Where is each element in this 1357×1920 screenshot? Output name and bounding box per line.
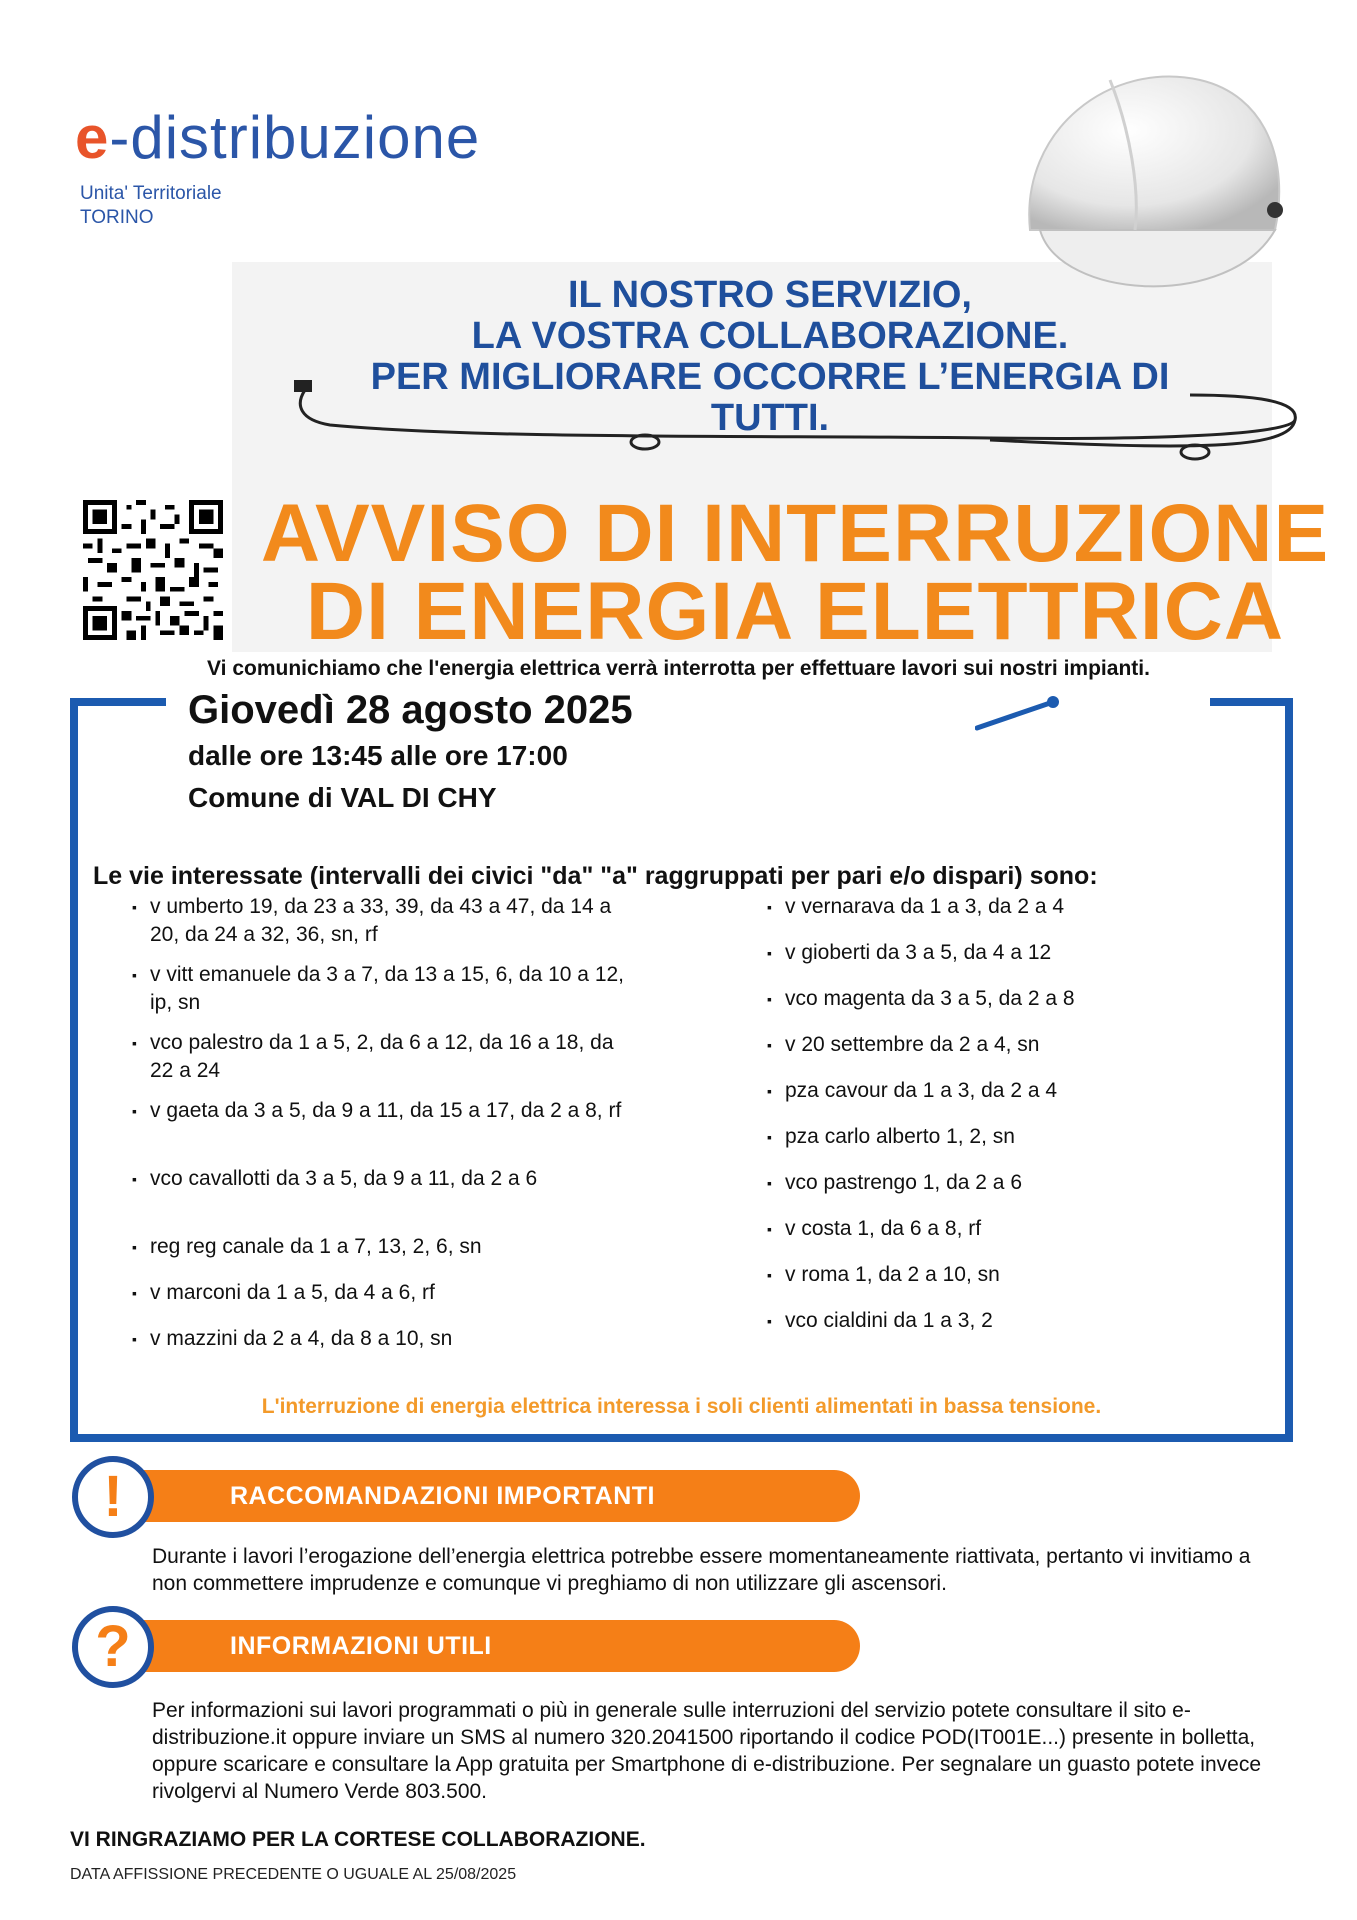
title-line-2: DI ENERGIA ELETTRICA bbox=[305, 566, 1285, 657]
slogan-line-2: LA VOSTRA COLLABORAZIONE. bbox=[471, 315, 1069, 357]
street-item: ▪ v roma 1, da 2 a 10, sn bbox=[785, 1261, 1265, 1289]
street-item: ▪ v vernarava da 1 a 3, da 2 a 4 bbox=[785, 893, 1265, 921]
power-cable-drawing bbox=[290, 380, 1310, 470]
street-item: ▪ v mazzini da 2 a 4, da 8 a 10, sn bbox=[150, 1325, 630, 1353]
intro-text: Vi comunichiamo che l'energia elettrica verrà interrotta per effettuare lavori sui nostri impianti. bbox=[207, 657, 1150, 680]
notice-title bbox=[240, 488, 1350, 657]
pen-stroke-decoration bbox=[975, 694, 1075, 734]
posting-date: DATA AFFISSIONE PRECEDENTE O UGUALE AL 25/08/2025 bbox=[70, 1866, 517, 1883]
street-item: ▪ vco magenta da 3 a 5, da 2 a 8 bbox=[785, 985, 1265, 1013]
street-item: ▪ vco palestro da 1 a 5, 2, da 6 a 12, da 16 a 18, da 22 a 24 bbox=[150, 1029, 630, 1085]
street-item: ▪ v gaeta da 3 a 5, da 9 a 11, da 15 a 17, da 2 a 8, rf bbox=[150, 1097, 630, 1125]
street-item: ▪ v costa 1, da 6 a 8, rf bbox=[785, 1215, 1265, 1243]
info-header bbox=[110, 1620, 860, 1672]
box-border-right-segment bbox=[1210, 698, 1293, 706]
unit-label: Unita' Territoriale bbox=[80, 183, 222, 204]
recommendations-header bbox=[110, 1470, 860, 1522]
street-item: ▪ pza carlo alberto 1, 2, sn bbox=[785, 1123, 1265, 1151]
recommendations-text: Durante i lavori l’erogazione dell’energia elettrica potrebbe essere momentaneamente riattivata, pertanto vi invitiamo a non commettere imprudenze e comunque vi preghiamo di non utilizzare gli ascensori. bbox=[152, 1545, 1251, 1595]
slogan-line-3: PER MIGLIORARE OCCORRE L’ENERGIA DI TUTTI. bbox=[370, 356, 1170, 439]
street-item: ▪ v 20 settembre da 2 a 4, sn bbox=[785, 1031, 1265, 1059]
interruption-date: Giovedì 28 agosto 2025 bbox=[188, 688, 633, 732]
brand-logo bbox=[75, 104, 481, 171]
unit-city: TORINO bbox=[80, 207, 154, 228]
territorial-unit bbox=[80, 182, 222, 230]
street-item: ▪ v vitt emanuele da 3 a 7, da 13 a 15, 6, da 10 a 12, ip, sn bbox=[150, 961, 630, 1017]
streets-heading: Le vie interessate (intervalli dei civici "da" "a" raggruppati per pari e/o dispari) sono: bbox=[93, 862, 1098, 890]
box-border-left-segment bbox=[70, 698, 166, 706]
qr-code bbox=[83, 500, 223, 640]
low-voltage-note: L'interruzione di energia elettrica interessa i soli clienti alimentati in bassa tensione. bbox=[261, 1395, 1102, 1418]
municipality: Comune di VAL DI CHY bbox=[188, 782, 497, 813]
street-item: ▪ vco cavallotti da 3 a 5, da 9 a 11, da 2 a 6 bbox=[150, 1165, 630, 1193]
logo-wordmark: -distribuzione bbox=[109, 104, 481, 171]
recommendations-heading: RACCOMANDAZIONI IMPORTANTI bbox=[230, 1482, 655, 1510]
question-icon: ? bbox=[72, 1606, 154, 1688]
info-text: Per informazioni sui lavori programmati o più in generale sulle interruzioni del servizio potete consultare il sito e-distribuzione.it oppure inviare un SMS al numero 320.2041500 riportando il codice POD(IT001E...) presente in bolletta, oppure scaricare e consultare la App gratuita per Smartphone di e-distribuzione. Per segnalare un guasto potete invece rivolgervi al Numero Verde 803.500. bbox=[152, 1699, 1262, 1803]
title-line-1: AVVISO DI INTERRUZIONE bbox=[260, 488, 1330, 579]
warning-icon: ! bbox=[72, 1456, 154, 1538]
street-item: ▪ v marconi da 1 a 5, da 4 a 6, rf bbox=[150, 1279, 630, 1307]
thanks-line: VI RINGRAZIAMO PER LA CORTESE COLLABORAZIONE. bbox=[70, 1828, 646, 1851]
slogan-line-1: IL NOSTRO SERVIZIO, bbox=[568, 274, 972, 316]
info-heading: INFORMAZIONI UTILI bbox=[230, 1632, 492, 1660]
street-item: ▪ vco cialdini da 1 a 3, 2 bbox=[785, 1307, 1265, 1335]
street-item: ▪ reg reg canale da 1 a 7, 13, 2, 6, sn bbox=[150, 1233, 630, 1261]
street-item: ▪ v umberto 19, da 23 a 33, 39, da 43 a 47, da 14 a 20, da 24 a 32, 36, sn, rf bbox=[150, 893, 630, 949]
street-item: ▪ v gioberti da 3 a 5, da 4 a 12 bbox=[785, 939, 1265, 967]
street-item: ▪ pza cavour da 1 a 3, da 2 a 4 bbox=[785, 1077, 1265, 1105]
street-item: ▪ vco pastrengo 1, da 2 a 6 bbox=[785, 1169, 1265, 1197]
logo-e-mark: e bbox=[75, 104, 110, 171]
interruption-hours: dalle ore 13:45 alle ore 17:00 bbox=[188, 740, 568, 771]
